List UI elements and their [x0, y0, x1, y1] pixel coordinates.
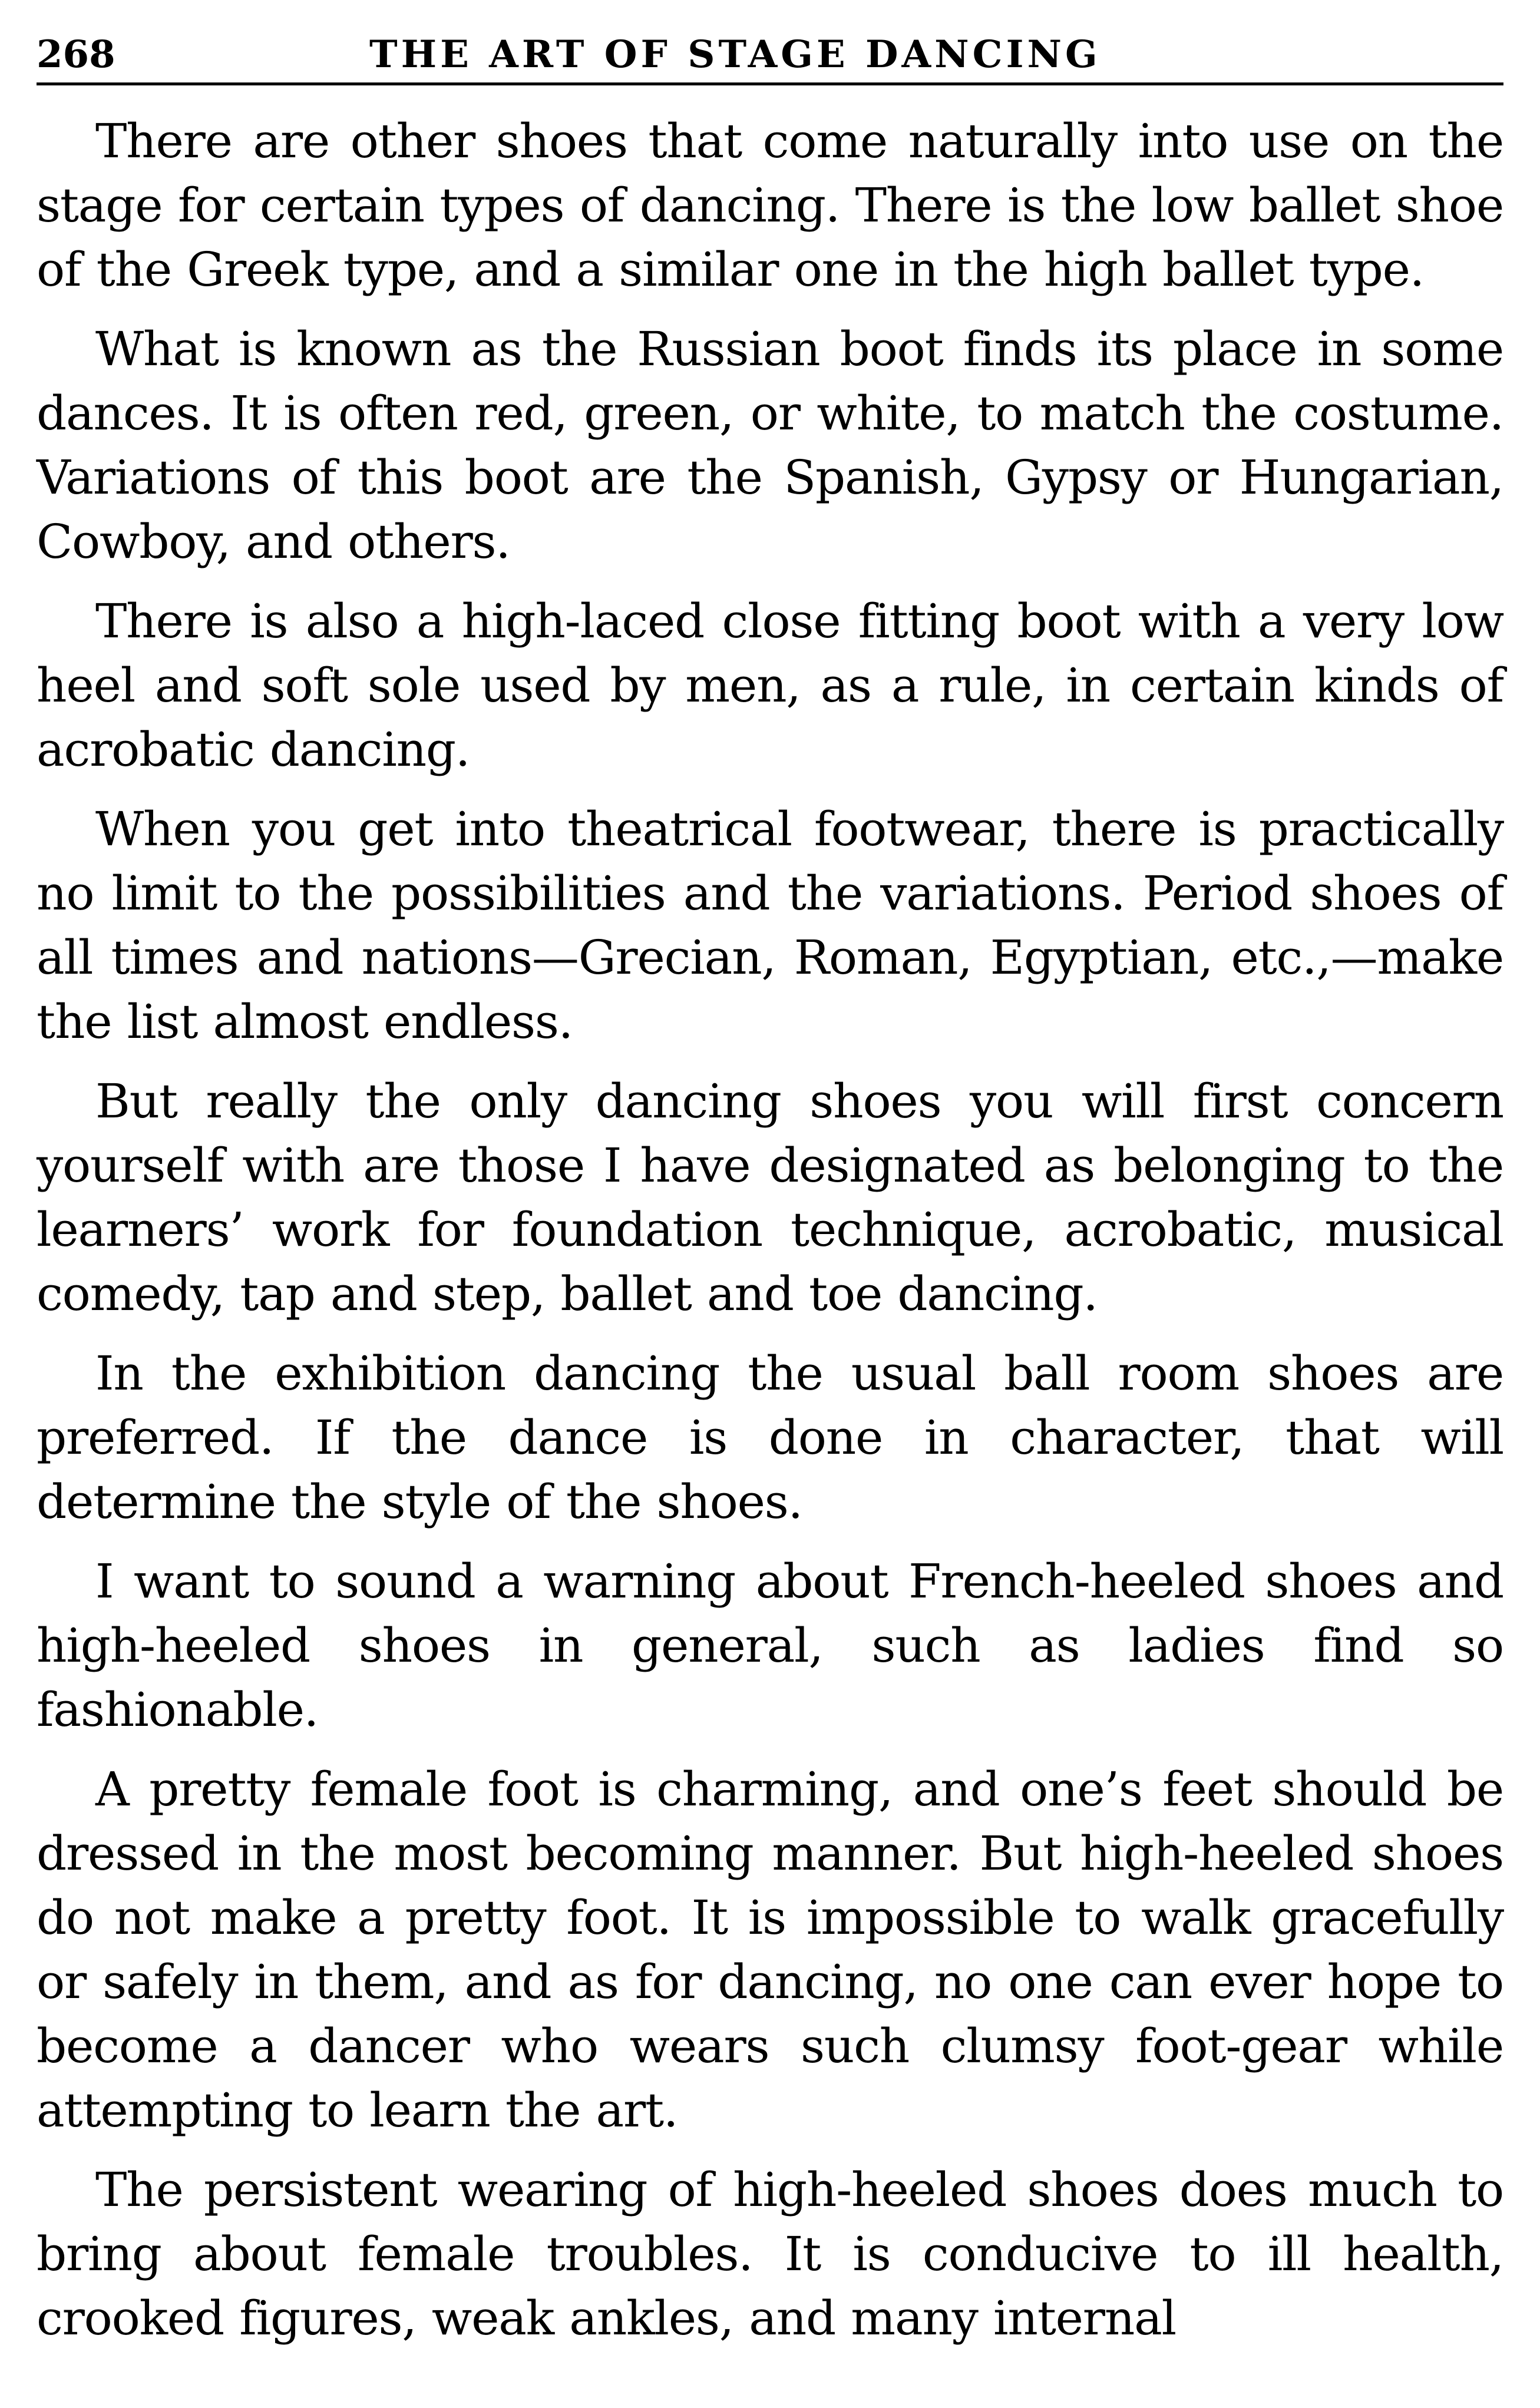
paragraph-high-laced-boot: There is also a high-laced close fitting boot with a very low heel and soft sole used by men, as a rule, in certain kinds of acrobatic dancing.: [37, 594, 1503, 777]
paragraph-pretty-foot: A pretty female foot is charming, and one’s feet should be dressed in the most becoming manner. But high-heeled shoes do not make a pretty foot. It is impossible to walk gracefully or safely in them, and as for dancing, no one can ever hope to become a dancer who wears such clumsy foot-gear while attempting to learn the art.: [37, 1762, 1503, 2138]
paragraph-exhibition-dancing: In the exhibition dancing the usual ball room shoes are preferred. If the dance is done in character, that will determine the style of the shoes.: [37, 1346, 1503, 1529]
paragraph-learners-shoes: But really the only dancing shoes you will first concern yourself with are those I have designated as belonging to the learners’ work for foundation technique, acrobatic, musical comedy, tap and step, ballet and toe dancing.: [37, 1074, 1503, 1321]
paragraph-theatrical-footwear: When you get into theatrical footwear, there is practically no limit to the possibilities and the variations. Period shoes of all times and nations—Grecian, Roman, Egyptian, etc.,—make the list almost endless.: [37, 802, 1503, 1049]
running-head: [37, 18, 1503, 85]
paragraph-warning-heels: I want to sound a warning about French-heeled shoes and high-heeled shoes in general, such as ladies find so fashionable.: [37, 1554, 1503, 1737]
body-text: [37, 109, 1503, 2366]
paragraph-persistent-wearing: The persistent wearing of high-heeled shoes does much to bring about female troubles. It is conducive to ill health, crooked figures, weak ankles, and many internal: [37, 2162, 1503, 2346]
page-number: 268: [37, 32, 115, 77]
book-page: [37, 18, 1503, 2392]
paragraph-other-shoes: There are other shoes that come naturally into use on the stage for certain types of dancing. There is the low ballet shoe of the Greek type, and a similar one in the high ballet type.: [37, 114, 1503, 297]
book-title: THE ART OF STAGE DANCING: [369, 32, 1101, 77]
paragraph-russian-boot: What is known as the Russian boot finds its place in some dances. It is often red, green, or white, to match the costume. Variations of this boot are the Spanish, Gypsy or Hungarian, Cowboy, and others.: [37, 322, 1503, 569]
